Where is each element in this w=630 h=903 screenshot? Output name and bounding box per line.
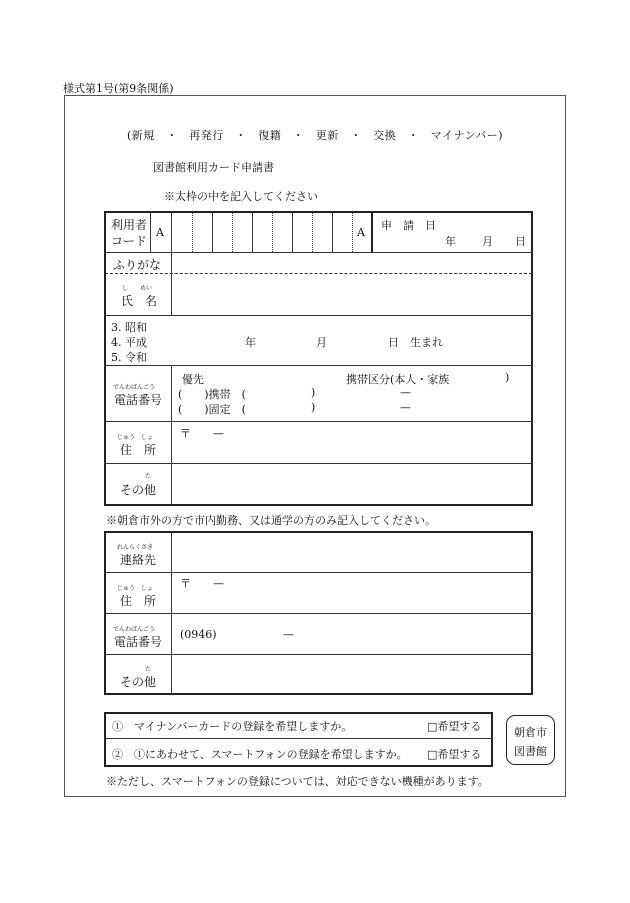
name-label: 氏 名 — [121, 294, 158, 308]
address-label: 住 所 — [120, 443, 157, 457]
divider — [171, 463, 172, 504]
date-year: 年 — [445, 235, 456, 248]
form-number-label: 様式第1号(第9条関係) — [63, 82, 174, 95]
option-smartphone-checkbox[interactable]: □希望する — [427, 748, 482, 761]
user-code-prefix: A — [156, 226, 164, 239]
user-code-label: コード — [111, 234, 148, 248]
other2-ruby: た — [145, 666, 152, 673]
birth-suffix: 生まれ — [410, 336, 443, 349]
contact-label: 連絡先 — [120, 553, 157, 567]
phone2-dash: — — [283, 628, 294, 641]
code-cell-divider — [232, 212, 233, 252]
birth-day: 日 — [388, 336, 399, 349]
address-ruby: じゅう しょ — [117, 434, 154, 441]
phone-priority-label: 優先 — [182, 373, 204, 386]
phone-fixed-label: ( )固定 ( — [178, 403, 246, 416]
option-mynumber-checkbox[interactable]: □希望する — [427, 720, 482, 733]
divider — [150, 212, 151, 252]
phone-fixed-close: ) — [311, 401, 316, 414]
phone2-label: 電話番号 — [114, 635, 163, 649]
address2-label: 住 所 — [120, 594, 157, 608]
phone-carrier-close: ) — [505, 371, 510, 384]
divider — [171, 273, 172, 315]
row-divider — [105, 273, 532, 274]
address2-postal: 〒 — — [180, 577, 224, 590]
row-divider — [105, 654, 532, 655]
birth-era-heisei: 4. 平成 — [111, 336, 147, 349]
phone-dash: — — [400, 386, 411, 399]
row-divider — [105, 421, 532, 422]
phone-dash: — — [400, 401, 411, 414]
instruction-note: ※太枠の中を記入してください — [164, 190, 318, 203]
divider — [171, 365, 172, 421]
application-type-line: (新規 ・ 再発行 ・ 復籍 ・ 更新 ・ 交換 ・ マイナンバー) — [126, 129, 504, 142]
row-divider — [105, 613, 532, 614]
phone-mobile-close: ) — [311, 386, 316, 399]
birth-era-showa: 3. 昭和 — [111, 321, 147, 334]
phone2-area-code: (0946) — [180, 628, 217, 641]
phone2-ruby: でんわばんごう — [113, 626, 156, 633]
birth-era-reiwa: 5. 令和 — [111, 351, 147, 364]
row-divider — [105, 572, 532, 573]
outside-city-note: ※朝倉市外の方で市内勤務、又は通学の方のみ記入してください。 — [106, 514, 436, 527]
other-ruby: た — [145, 473, 152, 480]
phone-label: 電話番号 — [114, 393, 163, 407]
row-divider — [105, 463, 532, 464]
row-divider — [105, 315, 532, 316]
phone-mobile-label: ( )携帯 ( — [178, 388, 246, 401]
code-cell-divider — [272, 212, 273, 252]
divider — [371, 212, 373, 252]
date-month: 月 — [482, 235, 493, 248]
divider — [171, 252, 172, 273]
code-cell-divider — [192, 212, 193, 252]
code-cell-divider — [332, 212, 333, 252]
phone-carrier-label: 携帯区分(本人・家族 — [346, 373, 450, 386]
phone-ruby: でんわばんごう — [113, 384, 156, 391]
code-cell-divider — [212, 212, 213, 252]
application-date-label: 申 請 日 — [381, 219, 436, 232]
other-label: その他 — [120, 483, 157, 497]
stamp-line2: 図書館 — [514, 745, 547, 758]
address-postal: 〒 — — [180, 427, 224, 440]
name-ruby: し めい — [122, 285, 153, 292]
code-cell-divider — [252, 212, 253, 252]
contact-ruby: れんらくさき — [117, 544, 154, 551]
code-cell-divider — [171, 212, 172, 252]
row-divider — [105, 738, 492, 739]
address2-ruby: じゅう しょ — [117, 585, 154, 592]
birth-year: 年 — [245, 336, 256, 349]
footer-note: ※ただし、スマートフォンの登録については、対応できない機種があります。 — [106, 775, 489, 788]
user-code-suffix: A — [357, 226, 365, 239]
code-cell-divider — [312, 212, 313, 252]
library-stamp — [506, 715, 555, 765]
code-cell-divider — [292, 212, 293, 252]
main-form-box — [104, 211, 533, 506]
divider — [171, 421, 172, 463]
form-title: 図書館利用カード申請書 — [153, 161, 274, 174]
code-cell-divider — [352, 212, 353, 252]
date-day: 日 — [515, 235, 526, 248]
option-mynumber-question: ① マイナンバーカードの登録を希望しますか。 — [112, 720, 353, 733]
furigana-label: ふりがな — [113, 258, 162, 272]
stamp-line1: 朝倉市 — [514, 726, 547, 739]
user-code-label: 利用者 — [111, 218, 148, 232]
birth-month: 月 — [316, 336, 327, 349]
row-divider — [105, 365, 532, 366]
option-smartphone-question: ② ①にあわせて、スマートフォンの登録を希望しますか。 — [112, 748, 408, 761]
other2-label: その他 — [120, 675, 157, 689]
row-divider — [105, 252, 532, 253]
